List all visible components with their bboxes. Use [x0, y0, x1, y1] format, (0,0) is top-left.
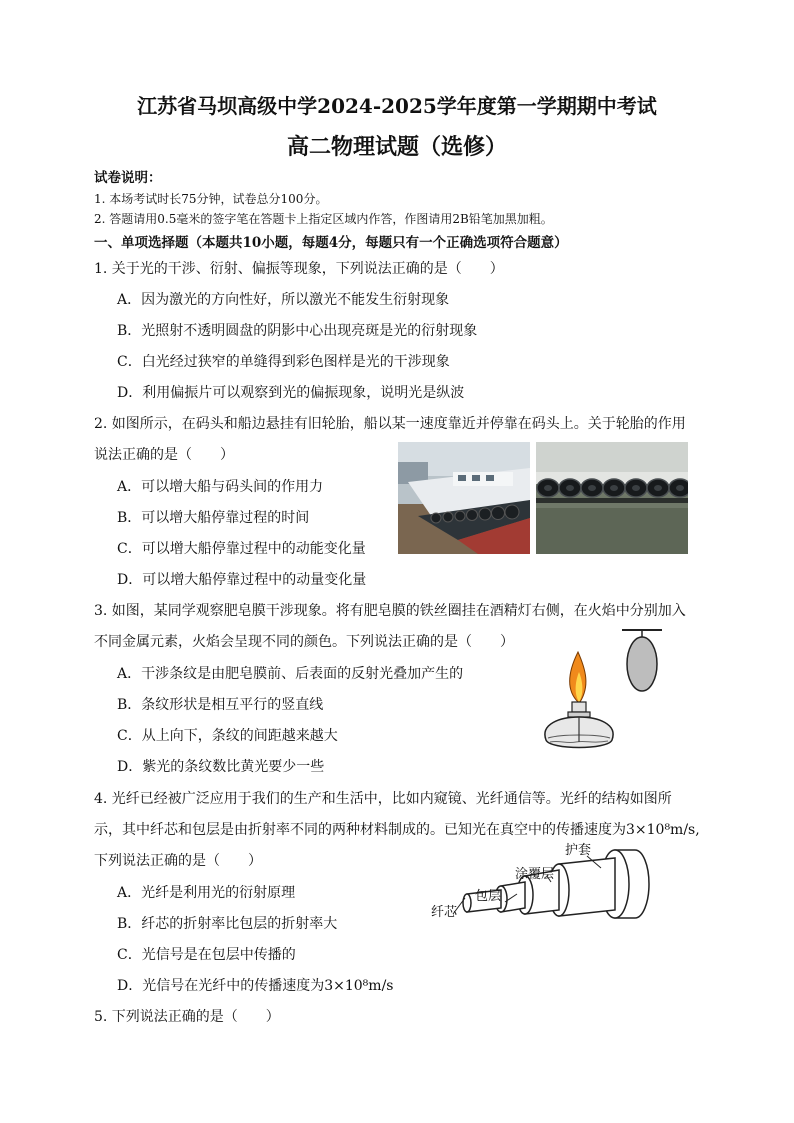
option-b: B．纤芯的折射率比包层的折射率大 [117, 916, 338, 932]
option-d: D．紫光的条纹数比黄光要少一些 [117, 759, 325, 775]
section-heading: 一、单项选择题（本题共10小题，每题4分，每题只有一个正确选项符合题意） [94, 235, 568, 251]
question-stem: 下列说法正确的是（ ） [94, 853, 262, 869]
fiber-label-core: 纤芯 [431, 905, 458, 920]
alcohol-lamp-diagram [530, 620, 680, 760]
option-b: B．条纹形状是相互平行的竖直线 [117, 697, 324, 713]
option-d: D．利用偏振片可以观察到光的偏振现象，说明光是纵波 [117, 385, 465, 401]
question-stem: 说法正确的是（ ） [94, 447, 234, 463]
option-c: C．白光经过狭窄的单缝得到彩色图样是光的干涉现象 [117, 354, 450, 370]
question-stem: 1. 关于光的干涉、衍射、偏振等现象，下列说法正确的是（ ） [94, 261, 504, 277]
question-stem: 2. 如图所示，在码头和船边悬挂有旧轮胎，船以某一速度靠近并停靠在码头上。关于轮胎的作用 [94, 416, 686, 432]
option-a: A．干涉条纹是由肥皂膜前、后表面的反射光叠加产生的 [117, 666, 464, 682]
question-stem: 示，其中纤芯和包层是由折射率不同的两种材料制成的。已知光在真空中的传播速度为3×10⁸m/s, [94, 822, 700, 838]
option-d: D．可以增大船停靠过程中的动量变化量 [117, 572, 367, 588]
option-a: A．因为激光的方向性好，所以激光不能发生衍射现象 [117, 292, 450, 308]
dock-tires-photo [536, 442, 688, 554]
question-stem: 不同金属元素，火焰会呈现不同的颜色。下列说法正确的是（ ） [94, 634, 514, 650]
fiber-label-coating: 涂覆层 [515, 867, 555, 882]
instruction-item: 2. 答题请用0.5毫米的签字笔在答题卡上指定区域内作答，作图请用2B铅笔加黑加粗。 [94, 212, 553, 226]
option-c: C．从上向下，条纹的间距越来越大 [117, 728, 338, 744]
option-b: B．光照射不透明圆盘的阴影中心出现亮斑是光的衍射现象 [117, 323, 478, 339]
option-c: C．可以增大船停靠过程中的动能变化量 [117, 541, 366, 557]
option-c: C．光信号是在包层中传播的 [117, 947, 296, 963]
exam-subtitle: 高二物理试题（选修） [286, 134, 507, 160]
option-d: D．光信号在光纤中的传播速度为3×10⁸m/s [117, 978, 394, 994]
fiber-label-cladding: 包层 [475, 889, 502, 904]
option-a: A．光纤是利用光的衍射原理 [117, 885, 296, 901]
exam-title: 江苏省马坝高级中学2024-2025学年度第一学期期中考试 [137, 94, 657, 118]
ship-photo [398, 442, 530, 554]
question-stem: 5. 下列说法正确的是（ ） [94, 1009, 280, 1025]
option-b: B．可以增大船停靠过程的时间 [117, 510, 310, 526]
instructions-heading: 试卷说明： [94, 170, 162, 186]
question-stem: 3. 如图，某同学观察肥皂膜干涉现象。将有肥皂膜的铁丝圈挂在酒精灯右侧，在火焰中分别加入 [94, 603, 686, 619]
optical-fiber-diagram [425, 838, 675, 970]
instruction-item: 1. 本场考试时长75分钟，试卷总分100分。 [94, 192, 328, 206]
fiber-label-jacket: 护套 [565, 843, 592, 858]
question-stem: 4. 光纤已经被广泛应用于我们的生产和生活中，比如内窥镜、光纤通信等。光纤的结构如图所 [94, 791, 672, 807]
option-a: A．可以增大船与码头间的作用力 [117, 479, 324, 495]
